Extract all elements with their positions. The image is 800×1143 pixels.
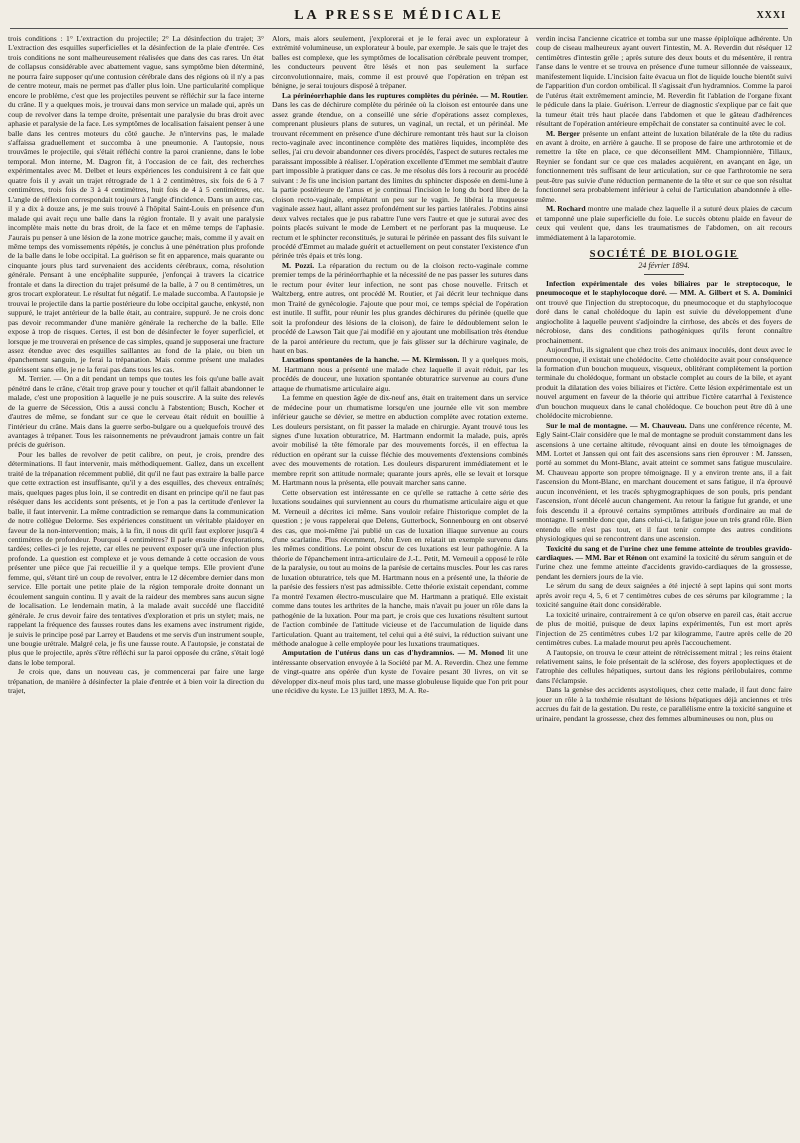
paragraph [536,204,792,242]
paragraph: M. Terrier. — On a dit pendant un temps que toutes les fois qu'une balle avait pénétré dans le crâne, c'était trop grave pour y toucher et qu'il fallait abandonner le malade, c'est une proposition à laquelle je ne puis souscrire. A la suite des relevés de la guerre de Sécession, Otis a aussi conclu à l'abstention; Busch, Kocher et d'autres de même, se fondant sur ce que le cerveau était réduit en bouillie à l'intérieur du crâne. Mais dans la guerre serbo-bulgare ou a quelquefois trouvé des avantages à trépaner. Tous les raisonnements ne prévaudront jamais contre un fait précis de guérison. [8,374,264,450]
article-heading: Amputation de l'utérus dans un cas d'hydramnios. — M. Monod [282,648,505,658]
article-heading: Sur le mal de montagne. — M. Chauveau. [546,420,687,430]
society-date: 24 février 1894. [638,261,690,271]
speaker-name: M. Pozzi. [282,260,315,270]
article-perineorrhaphie [272,91,528,261]
paragraph: La femme en question âgée de dix-neuf ans, était en traitement dans un service de médecine pour un rhumatisme lorsqu'en une journée elle vit son membre inférieur gauche se dévier, se mettre en abduction complète avec rotation externe. Les douleurs persistant, on fit passer la malade en chirurgie. Ayant trouvé tous les signes d'une luxation obturatrice, M. Hartmann endormit la malade, puis, après avoir mobilisé la tête fémorale par des mouvements forcés, il en effectua la réduction en opérant sur la cuisse fléchie des mouvements d'extensions combinés avec des mouvements de rotation. Les douleurs disparurent immédiatement et le membre reprit son attitude normale; quarante jours après, elle se levait et lorsque M. Hartmann nous la présenta, elle pouvait marcher sans canne. [272,393,528,488]
paragraph: La toxicité urinaire, contrairement à ce qu'on observe en pareil cas, était accrue de plus de moitié, puisque de deux lapins expérimentés, l'un est mort après l'injection de 25 centimètres cubes 1/2 par kilogramme, l'autre après celle de 20 centimètres cubes. La malade mourut peu après l'accouchement. [536,609,792,648]
article-body: lit une intéressante observation envoyée à la Société par M. A. Reverdin. Chez une femme de vingt-quatre ans opérée d'un kyste de l'ovaire pesant 30 livres, on vit se développer dix-neuf mois plus tard, une masse globuleuse liquide que l'on prit pour une récidive du kyste. Le 13 juillet 1893, M. A. Re- [272,648,528,696]
paragraph: Dans la genèse des accidents asystoliques, chez cette malade, il faut donc faire jouer un rôle à la toxhémie résultant de lésions hépatiques déjà anciennes et très accrues du fait de la gestation. Du reste, ce parallélisme entre la toxicité sanguine et urinaire, pendant la grossesse, chez des femmes albumineuses ou non, plus ou [536,685,792,723]
article-amputation [272,648,528,695]
paragraph: Alors, mais alors seulement, j'explorerai et je le ferai avec un explorateur à extrémité volumineuse, un explorateur à boule, par exemple. Je sais que le trajet des balles est complexe, que les symptômes de localisation cérébrale peuvent tromper, les conducteurs peuvent être lésés et non pas seulement la surface circonvolutionnaire, mais, comme il est prouvé que l'opération en trépan est bénigne, je serai toujours disposé à trépaner. [272,34,528,91]
article-body: Il y a quelques mois, M. Hartmann nous a présenté une malade chez laquelle il avait réduit, par les procédés de douceur, une luxation spontanée obturatrice survenue au cours d'une attaque de rhumatisme articulaire aigu. [272,355,528,393]
article-luxations [272,355,528,393]
paragraph: Pour les balles de revolver de petit calibre, on peut, je crois, prendre des déterminations. Il faut intervenir, mais méthodiquement. Gallez, dans un excellent traité de la trépanation récemment publié, dit qu'il ne faut pas extraire la balle parce que cette extraction est insuffisante, qu'il y a des esquilles, des cheveux entraînés; mais, quelques pages plus loin, il se contredit en disant en principe qu'il ne faut pas réséquer dans les accidents sont présents, et je l'on a pas la certitude d'enlever la balle, il faut intervenir. La même contradiction se remarque dans la communication de notre collègue Delorme. Ses expériences constituent un véritable plaidoyer en faveur de la non-intervention; mais, à la fin, il nous dit qu'il faut explorer jusqu'à 4 centimètres de profondeur. Pourquoi 4 centimètres? Il parle ensuite d'explorations, tardées; celles-ci je les rejette, car elles ne peuvent exposer qu'à une infection plus profonde. La question est complexe et je vous demande à cette occasion de vous présenter une pièce que j'ai recueillie il y a quelque temps. Elle provient d'une femme, qui, s'étant tiré un coup de revolver, entra le 12 décembre dernier dans mon service. Elle portait une petite plaie de la région temporale droite donnant un écoulement sanguin continu. Il y avait de la raideur des membres sans aucun signe de localisation. Le lendemain matin, à la malade avait succédé une flaccidité générale. Je crus devoir faire des tentatives d'exploration et pris un stylet; mais, ne rappelant la fréquence des fausses routes dans les examens avec instrument rigide, je suivis le principe posé par Larrey et Baudens et me servis d'un instrument souple, une bougie urétrale. Malgré cela, je fis une fausse route. A l'autopsie, je constatai de plus que le projectile, après s'être réfléchi sur la paroi opposée du crâne, s'était logé dans le lobe temporal. [8,449,264,667]
article-infection [536,279,792,345]
column-2 [272,34,528,1138]
article-heading: Infection expérimentale des voies biliaires par le streptocoque, le pneumocoque et le staphylocoque doré. — MM. A. Gilbert et S. A. Dominici [536,278,792,298]
paragraph: Aujourd'hui, ils signalent que chez trois des animaux inoculés, dont deux avec le pneumocoque, il existait une cholédocite. Cette cholédocite avait pour conséquence la formation d'un bouchon muqueux, visqueux, oblitérant complètement la portion terminale du cholédoque, formant un obstacle complet au cours de la bile, et ayant produit la dilatation des voies biliaires et l'ictère. Cette lésion expérimentale est un nouvel argument en faveur de la théorie qui attribue l'ictère catarrhal à l'existence d'un bouchon muqueux dans le canal cholédoque. Ce bouchon peut être dû à une cholédocite microbienne. [536,345,792,421]
speaker-name: M. Berger [546,128,580,138]
column-3 [536,34,792,1138]
paragraph: Le sérum du sang de deux saignées a été injecté à sept lapins qui sont morts après avoir reçu 4, 5, 6 et 7 centimètres cubes de ces sérums par kilogramme ; la toxicité sanguine était donc considérable. [536,581,792,610]
paragraph: verdin incisa l'ancienne cicatrice et tomba sur une masse épiploïque adhérente. Un coup de ciseau malheureux ayant ouvert l'intestin, M. A. Reverdin dut réséquer 12 centimètres d'intestin grêle ; après suture des deux bouts et du mésentère, il rentra l'anse dans le ventre et se trouva en présence d'une tumeur sillonnée de vaisseaux, manifestement liquide. L'incision faite évacua un flot de liquide louche bientôt suivi de l'apparition d'un cordon ombilical. Il s'agissait d'un hydramnios. Comme la paroi de l'utérus était extrêmement amincie, M. Reverdin fit l'ablation de l'organe fixant le pédicule dans la plaie. Guérison. L'erreur de diagnostic s'explique par ce fait que la tumeur était très haut placée dans l'abdomen et que le gâteau d'adhérences résultant de l'opération antérieure empêchait de constater sa continuité avec le col. [536,34,792,129]
page-number: XXXI [756,10,786,21]
society-heading: SOCIÉTÉ DE BIOLOGIE [589,248,739,260]
paragraph: Je crois que, dans un nouveau cas, je commencerai par faire une large trépanation, de manière à désinfecter la plaie d'entrée et à bien voir la direction du trajet, [8,667,264,696]
paragraph [536,129,792,205]
article-body: Dans les cas de déchirure complète du périnée où la cloison est entourée dans une assez grande étendue, on a conseillé une série d'opérations assez complexes, comprenant plusieurs plans de sutures, un vaginal, un rectal, et un périnéal. Me trouvant récemment en présence d'une déchirure remontant très haut sur la cloison recto-vaginale avec incontinence complète des matières liquides, incomplète des selles, j'ai cru devoir abandonner ces divers procédés, l'aspect de sutures rectales me paraissant impossible à réaliser. L'opération excellente d'Emmet me semblait d'autre part impossible à pratiquer dans ce cas. Je me résolus dès lors à recourir au procédé suivant : Je fis une incision partant des limites du sphincter disposée en demi-lune à la partie postérieure de l'anus et je continuai l'incision le long du bord libre de la cloison recto-vaginale, empiétant un peu sur le vagin. Je libérai la muqueuse vaginale assez haut, allant assez profondément sur les parties latérales. J'obtins ainsi deux valves rectales que je pus rabattre l'une vers l'autre et que je suturai avec des points placés suivant le mode de Lembert et ne perforant pas la muqueuse. Le rectum et le sphincter reconstitués, je suturai le périnée en passant des fils suivant le procédé d'Emmet au malade guérit et actuellement on peut constater l'existence d'un périnée très épais et très long. [272,100,528,261]
article-heading: La périnéorrhaphie dans les ruptures complètes du périnée. — M. Routier. [282,90,528,100]
article-body: ont trouvé que l'injection du streptocoque, du pneumocoque et du staphylocoque doré dans le canal cholédoque du lapin est suivie du développement d'une angiocholite à laquelle peuvent s'adjoindre la cirrhose, des abcès et des foyers de nécrobiose, dans des conditions pathogéniques qu'ils feront connaître prochainement. [536,297,792,345]
article-heading: Luxations spontanées de la hanche. — M. Kirmisson. [282,355,460,365]
article-body: présente un enfant atteint de luxation bilatérale de la tête du radius en avant à droite, en arrière à gauche. Il se propose de faire une arthrotomie et de remettre la tête en place, ce que déconseillent MM. Championnière, Tillaux, Reynier se fondant sur ce que ces malades acquièrent, en avançant en âge, un fonctionnement très suffisant de leur articulation, sur ce que l'arthrotomie ne sera peut-être pas suivie d'une réduction permanente de la tête et sur ce que son résultat fonctionnel sera probablement inférieur à celui de l'articulation abandonnée à elle-même. [536,128,792,204]
paragraph [272,261,528,356]
article-heading: Toxicité du sang et de l'urine chez une femme atteinte de troubles gravido-cardiaques. — MM. Bar et Rénon [536,543,792,563]
paragraph: Cette observation est intéressante en ce qu'elle se rattache à cette série des luxations soudaines qui surviennent au cours du rhumatisme articulaire aigu et que M. Verneuil a décrites ici même. Sans vouloir refaire l'historique complet de la question ; je vous rappelerai que Delens, Gutterbock, Sonnenbourg en ont observé des cas, que moi-même j'ai publié un cas de luxation iliaque survenue au cours d'une scarlatine. Plus récemment, John Even en relatait un exemple survenu dans les mêmes conditions. Le point obscur de ces luxations est leur pathogénie. A la théorie de l'épanchement intra-articulaire de J.-L. Petit, M. Verneuil a opposé le rôle de la paralysie, ou tout au moins de la parésie de certains muscles. Pour les cas rares de luxation obturatrice, tels que M. Hartmann nous en a présenté une, la théorie de la parésie des fessiers n'est pas admissible. Cette théorie existait cependant, comme l'a montré l'examen électro-musculaire que M. Hartmann a pratiqué. Elle existait comme dans toutes les arthrites de la hanche, mais n'avait pu jouer un rôle dans la pathogénie de la luxation. Pour ma part, je crois que ces luxations résultent surtout de l'action combinée de l'attitude vicieuse et de l'accumulation de liquide dans l'articulation. Quant au traitement, tel celui qui a été suivi, la réduction suivant une méthode analogue à celle employée pour les luxations traumatiques. [272,487,528,648]
section-divider [644,274,684,275]
article-toxicite [536,544,792,582]
column-1 [8,34,264,1138]
text-columns [8,34,794,1138]
page-header [10,6,788,29]
article-body: montre une malade chez laquelle il a suturé deux plaies de cæcum et tamponné une plaie superficielle du foie. Le succès obtenu plaide en faveur de ceux qui veulent que, dans les traumatismes de l'abdomen, on ait recours immédiatement à la laparotomie. [536,204,792,242]
article-montagne [536,421,792,544]
paragraph: A l'autopsie, on trouva le cœur atteint de rétrécissement mitral ; les reins étaient relativement sains, le foie présentait de la sclérose, des foyers apoplectiques et de l'atrophie des cellules hépatiques, surtout dans les régions périlobulaires, comme dans l'éclampsie. [536,647,792,685]
paragraph: trois conditions : 1° L'extraction du projectile; 2° La désinfection du trajet; 3° L'extraction des esquilles superficielles et la désinfection de la plaie d'entrée. Ces trois conditions ne sont malheureusement réalisées que dans des cas rares. Un état de collapsus considérable avec abattement vague, sans symptôme bien déterminé, ne pourra faire supposer qu'une contusion cérébrale dans des régions où il n'y a pas de centre moteur, mais ne permet pas d'aller plus loin. Une particularité complique encore le problème, c'est que les projectiles peuvent se réfléchir sur la face interne du crâne. Il y a quelques mois, je trouvai dans mon service un malade qui, après un coup de revolver dans la tempe droite, présentait une paralysie du bras droit avec aphasie et paralysie de la face. Les symptômes de localisation faisaient penser à une balle dans les centres moteurs du côté gauche. Je n'intervins pas, le malade s'affaissa graduellement et succomba à une pneumonie. A l'autopsie, nous trouvâmes le projectile, qui s'était réfléchi contre la paroi cranienne, dans le lobe temporal. Mon interne, M. Dagron fit, à l'occasion de ce fait, des recherches expérimentales avec M. Delbet et leurs expériences les conduisirent à ce fait que quatre fois il y avait un trajet rétrograde de 1 à 2 centimètres, six fois de 6 à 7 centimètres, trois fois de 3 à 4 centimètres, huit fois de 4 à 5 centimètres, etc. L'angle de réflexion correspondait toujours à l'angle d'incidence. Dans un autre cas, il y a dix à douze ans, je me suis trouvé à l'hôpital Saint-Louis en présence d'un malade qui avait reçu une balle dans la région frontale. Il y avait une paralysie incomplète mais nette du bras droit, de la face et en même temps de l'aphasie. J'aurais pu penser à une lésion de la zone motrice gauche; mais, comme il y avait en même temps des vomissements répétés, je conclus à une pénétration plus profonde de la balle dans le lobe occipital. La guérison se fit en apparence, mais quarante ou cinquante jours plus tard survenaient des accidents cérébraux, coma, résolution générale. Pensant à une encéphalite suppurée, j'enfonçai à travers la cicatrice frontale et dans la direction du trajet présumé de la balle, à 7 ou 8 centimètres, un gros trocart explorateur. Le résultat fut négatif. Le malade succomba. A l'autopsie je trouvai le projectile dans la partie postérieure du lobe occipital gauche, enkysté, non suppuré, le trajet antérieur de la balle était, au contraire, suppuré. Je ne crois donc pas devoir recommander d'une manière générale la recherche de la balle. Elle expose à trop de risques. Certes, il est bon de désinfecter le foyer superficiel, et lorsque je me trouverai en présence de cas simples, quand je supposerai une fracture assez étendue avec des esquilles saillantes au fond de la plaie, ou bien un épanchement sanguin, je ferai la trépanation. Mais comme présent une malades guérissent sans elle, je ne la ferai pas dans tous les cas. [8,34,264,374]
article-body: La réparation du rectum ou de la cloison recto-vaginale comme premier temps de la périnéorrhaphie et la nécessité de ne pas passer les sutures dans le rectum pour éviter leur infection, ne sont pas chose nouvelle. Fritsch et Waltzberg, entre autres, ont procédé M. Routier, et j'ai décrit leur technique dans mon Traité de gynécologie. J'ajoute que pour moi, ce temps spécial de l'opération est inutile. Il suffit, pour réunir les plus grandes déchirures du périnée (quelle que soit la profondeur des lésions de la cloison), de faire le dédoublement selon le procédé de Lawson Tait que j'ai modifié en y ajoutant une mobilisation très étendue de la paroi antérieure du rectum, que je fais glisser sur la déchirure vaginale, de haut en bas. [272,260,528,355]
journal-title: LA PRESSE MÉDICALE [294,8,504,23]
article-body: Dans une conférence récente, M. Egly Saint-Clair considère que le mal de montagne se produit constamment dans les ascensions à une certaine altitude, révoquant ainsi en doute les témoignages de MM. Lortet et Janssen qui ont fait des ascensions sans rien éprouver : M. Janssen, porté au sommet du Mont-Blanc, avait atteint ce sommet sans fatigue musculaire. M. Chauveau apporte son propre témoignage. Il y a environ trente ans, il a fait l'ascension du Mont-Blanc, en marchant doucement et sans fatigue, il n'a éprouvé aucun inconvénient, et les tracés sphygmographiques de son pouls, pris pendant l'ascension, n'ont décelé aucun changement. Au retour la fatigue fut grande, et une fois descendu il a éprouvé certains symptômes attribués d'ordinaire au mal de montagne. Il semble donc que, dans celui-ci, la fatigue joue un très grand rôle. Bien entendu elle n'est pas tout, et il faut tenir compte des autres conditions physiologiques qui se rencontrent dans une ascension. [536,420,792,544]
article-body: ont examiné la toxicité du sérum sanguin et de l'urine chez une femme atteinte d'accidents gravido-cardiaques de la grossesse, pendant les derniers jours de la vie. [536,553,792,581]
speaker-name: M. Rochard [546,204,586,214]
